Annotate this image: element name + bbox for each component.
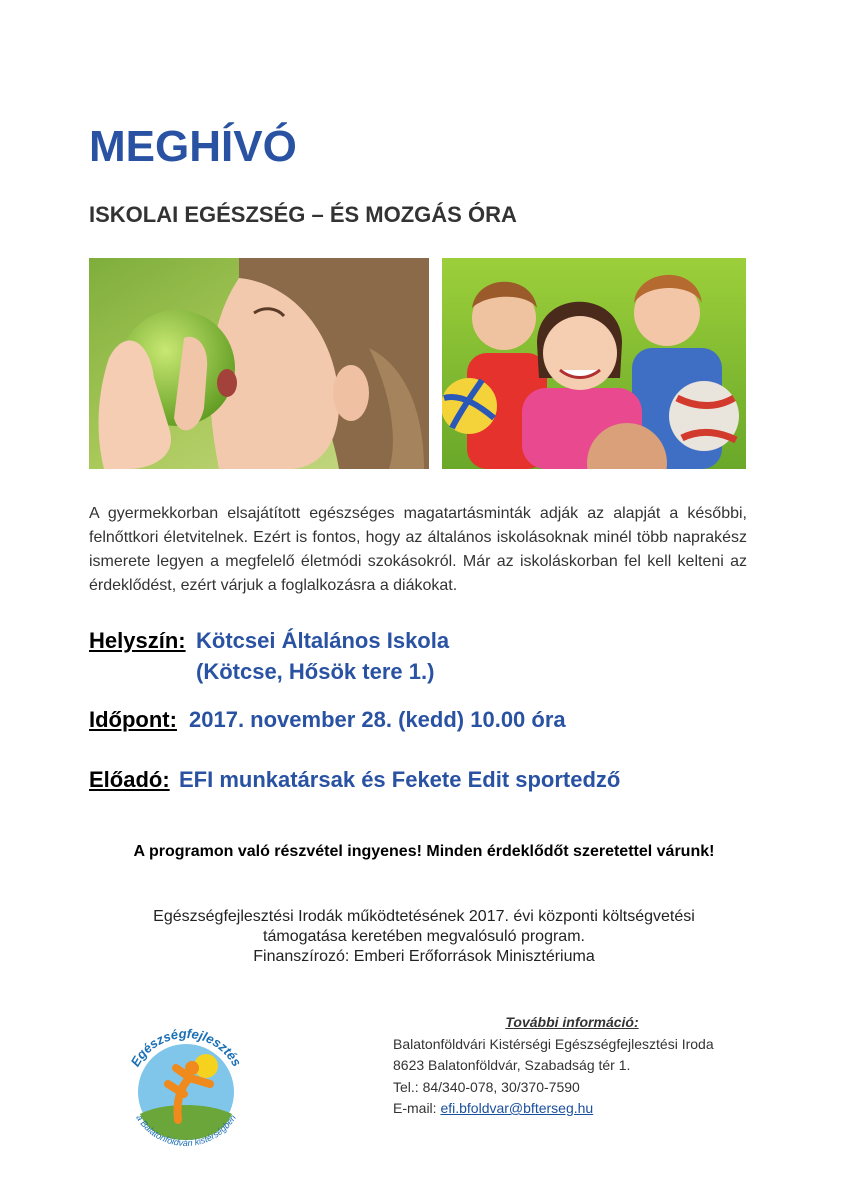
funding-line-2: támogatása keretében megvalósuló program.	[263, 928, 585, 945]
photo-girl-eating-apple	[89, 258, 429, 469]
funding-line-1: Egészségfejlesztési Irodák működtetésének 2017. évi központi költségvetési	[153, 908, 695, 925]
contact-heading: További információ:	[505, 1014, 639, 1030]
contact-org: Balatonföldvári Kistérségi Egészségfejlesztési Iroda	[393, 1035, 714, 1052]
presenter-label: Előadó:	[89, 767, 170, 792]
venue-label: Helyszín:	[89, 628, 186, 653]
photo-kids-with-balls	[442, 258, 746, 469]
contact-email-row	[393, 1098, 751, 1120]
free-participation-notice: A programon való részvétel ingyenes! Minden érdeklődőt szeretettel várunk!	[133, 843, 715, 860]
logo-text-bottom: a Balatonföldvári kistérségben	[134, 1112, 238, 1149]
page-subtitle: ISKOLAI EGÉSZSÉG – ÉS MOZGÁS ÓRA	[89, 202, 517, 227]
date-value: 2017. november 28. (kedd) 10.00 óra	[189, 707, 566, 732]
date-label: Időpont:	[89, 707, 177, 732]
organization-logo	[118, 1022, 254, 1158]
logo-text-top: Egészségfejlesztés	[127, 1025, 245, 1070]
funding-line-3: Finanszírozó: Emberi Erőforrások Minisztériuma	[253, 948, 595, 965]
contact-address: 8623 Balatonföldvár, Szabadság tér 1.	[393, 1057, 631, 1073]
contact-email-label: E-mail:	[393, 1100, 437, 1116]
funding-statement	[0, 907, 848, 967]
contact-block	[393, 1012, 751, 1120]
contact-phone: Tel.: 84/340-078, 30/370-7590	[393, 1078, 580, 1095]
page-title: MEGHÍVÓ	[89, 122, 297, 171]
presenter-value: EFI munkatársak és Fekete Edit sportedző	[179, 767, 621, 792]
contact-email-link[interactable]: efi.bfoldvar@bfterseg.hu	[440, 1100, 594, 1116]
venue-address: (Kötcse, Hősök tere 1.)	[196, 659, 435, 684]
intro-paragraph: A gyermekkorban elsajátított egészséges magatartásminták adják az alapját a későbbi, felnőttkori életvitelnek. Ezért is fontos, hogy az általános iskolásoknak minél több naprakész ismerete legyen a megfelelő életmódi szokásokról. Már az iskoláskorban fel kell kelteni az érdeklődést, ezért várjuk a foglalkozásra a diákokat.	[89, 505, 747, 594]
venue-name: Kötcsei Általános Iskola	[196, 628, 450, 653]
